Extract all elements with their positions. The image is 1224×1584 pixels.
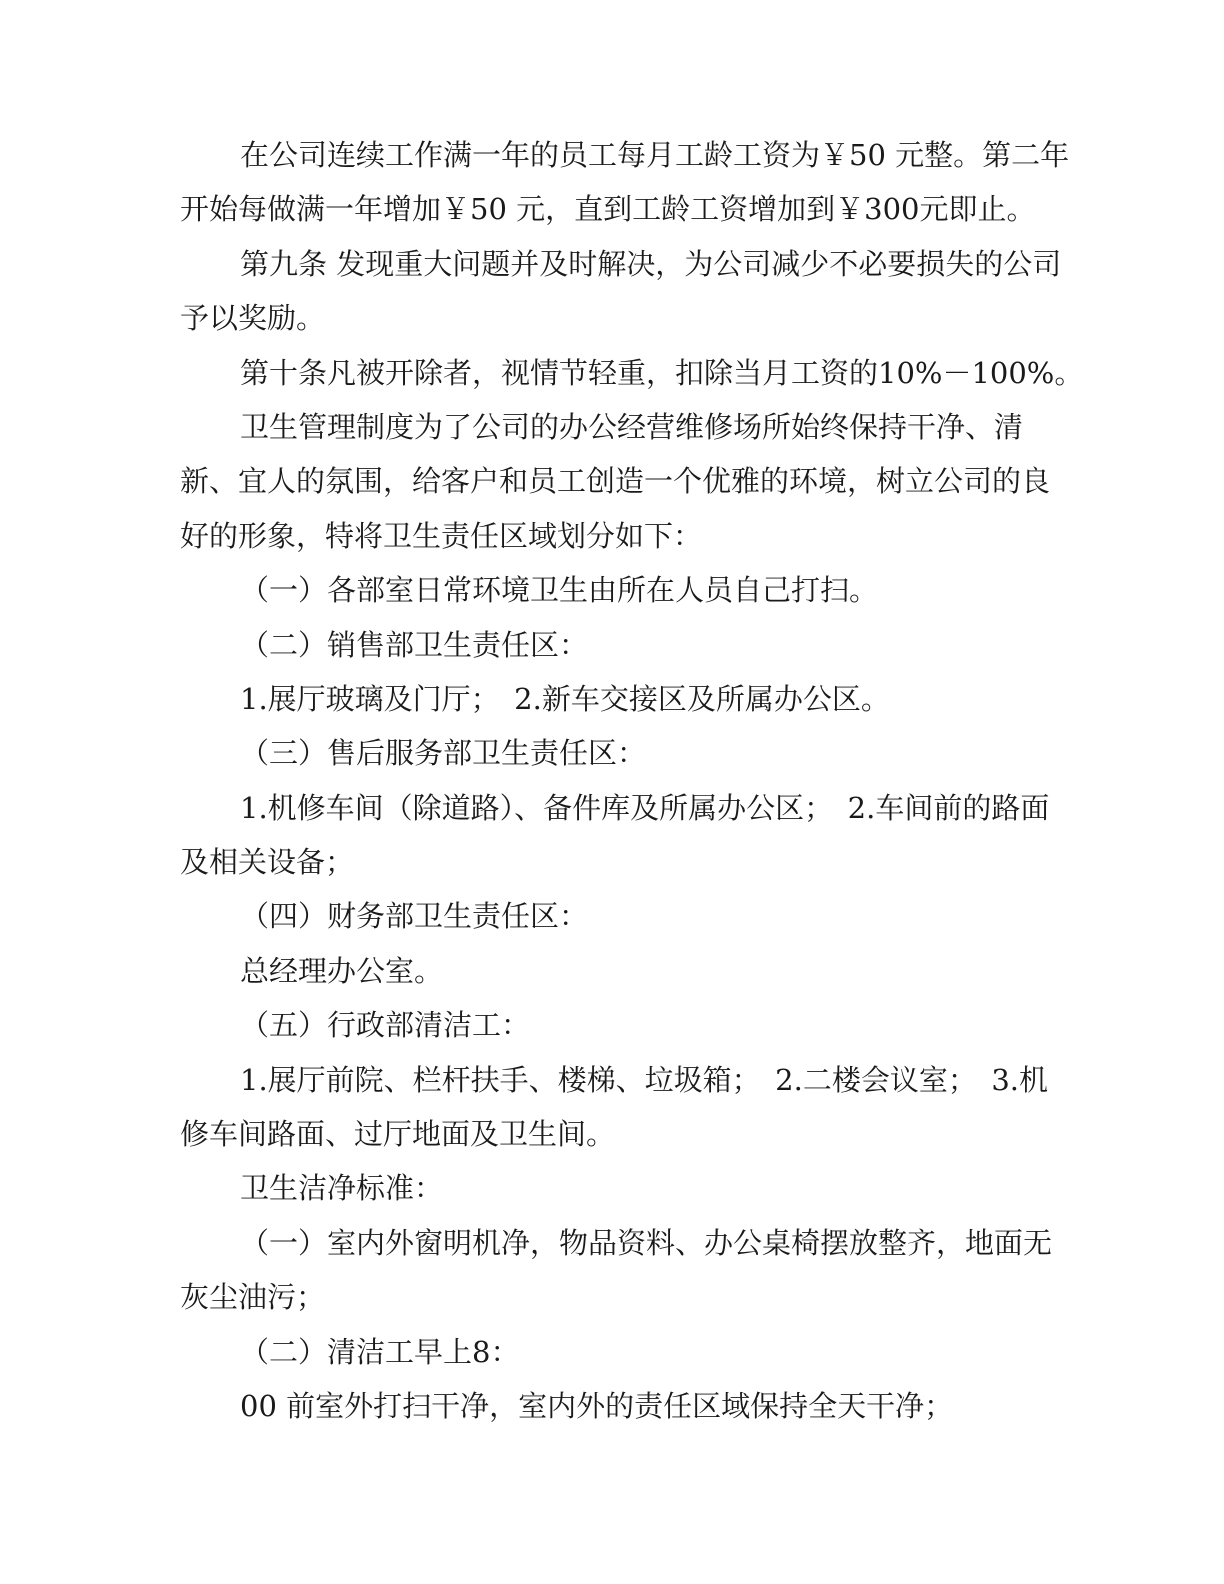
paragraph-line: 在公司连续工作满一年的员工每月工龄工资为￥50 元整。第二年: [240, 138, 1070, 172]
paragraph-line: 开始每做满一年增加￥50 元，直到工龄工资增加到￥300元即止。: [180, 192, 1036, 227]
paragraph-line: 第九条 发现重大问题并及时解决，为公司减少不必要损失的公司: [240, 246, 1062, 281]
paragraph-line: 卫生管理制度为了公司的办公经营维修场所始终保持干净、清: [240, 409, 1024, 444]
paragraph-line: 好的形象，特将卫生责任区域划分如下：: [180, 518, 703, 553]
paragraph-line: （二）销售部卫生责任区：: [240, 627, 589, 662]
paragraph-line: 1.机修车间（除道路）、备件库及所属办公区； 2.车间前的路面: [240, 790, 1050, 825]
paragraph-line: 00 前室外打扫干净，室内外的责任区域保持全天干净；: [240, 1388, 954, 1423]
paragraph-line: 新、宜人的氛围，给客户和员工创造一个优雅的环境，树立公司的良: [180, 464, 1051, 499]
paragraph-line: 及相关设备；: [180, 845, 355, 880]
paragraph-line: 灰尘油污；: [180, 1280, 326, 1315]
paragraph-line: 1.展厅前院、栏杆扶手、楼梯、垃圾箱； 2.二楼会议室； 3.机: [240, 1062, 1049, 1097]
paragraph-line: 1.展厅玻璃及门厅； 2.新车交接区及所属办公区。: [240, 681, 890, 716]
paragraph-line: 卫生洁净标准：: [240, 1171, 444, 1206]
paragraph-line: （三）售后服务部卫生责任区：: [240, 736, 647, 771]
paragraph-line: 第十条凡被开除者，视情节轻重，扣除当月工资的10%－100%。: [240, 355, 1084, 390]
paragraph-line: （一）各部室日常环境卫生由所在人员自己打扫。: [240, 573, 879, 608]
paragraph-line: 修车间路面、过厅地面及卫生间。: [180, 1117, 616, 1152]
paragraph-line: （四）财务部卫生责任区：: [240, 899, 589, 934]
paragraph-line: 予以奖励。: [180, 301, 326, 336]
paragraph-line: （五）行政部清洁工：: [240, 1008, 531, 1043]
paragraph-line: （二）清洁工早上8：: [240, 1334, 520, 1369]
paragraph-line: 总经理办公室。: [240, 953, 444, 988]
paragraph-line: （一）室内外窗明机净，物品资料、办公桌椅摆放整齐，地面无: [240, 1225, 1053, 1260]
document-body: [180, 128, 1084, 1433]
